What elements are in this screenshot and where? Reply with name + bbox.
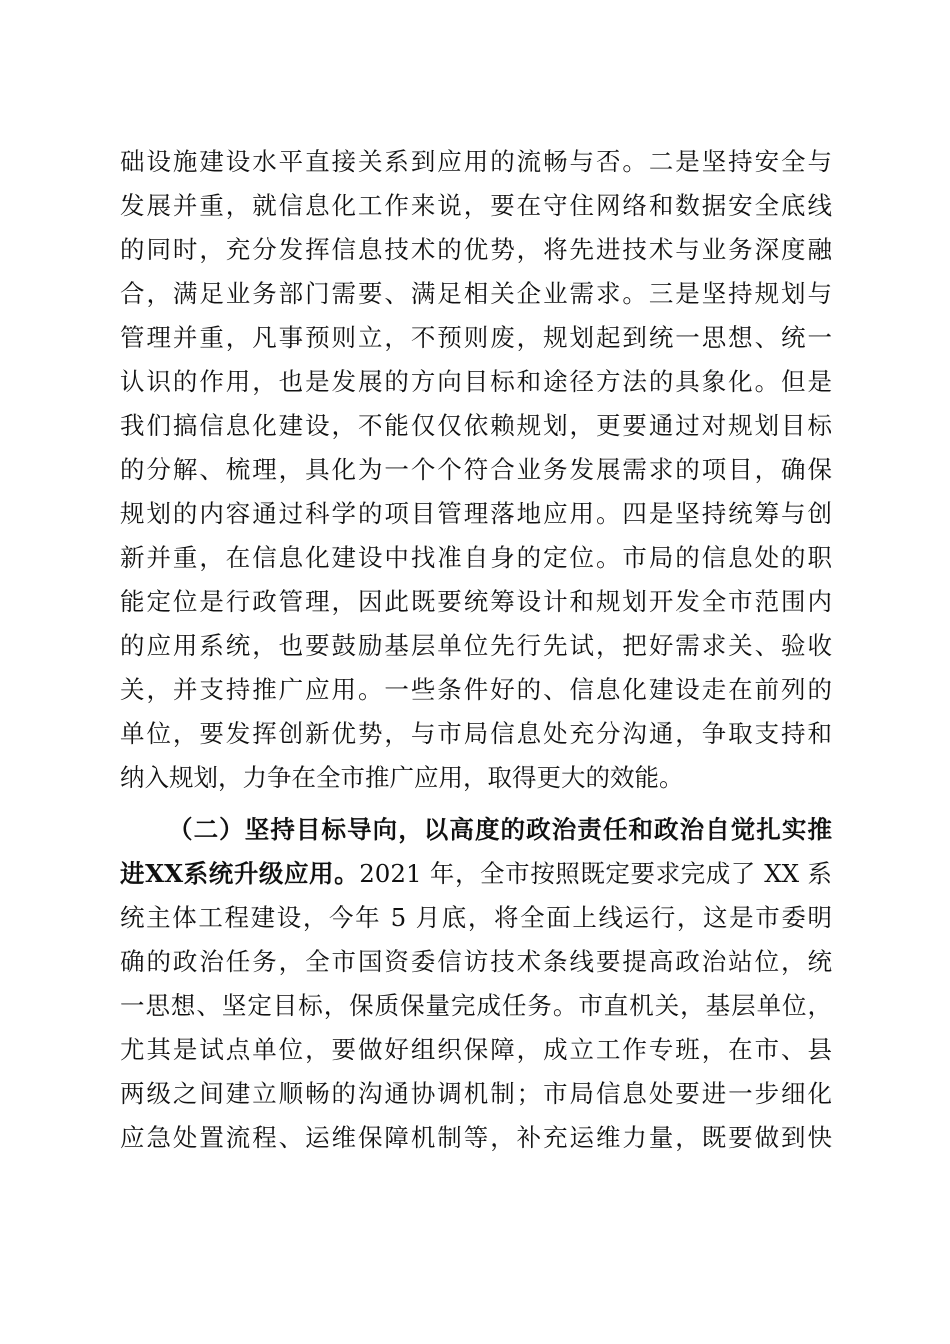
paragraph-2-line: 确的政治任务，全市国资委信访技术条线要提高政治站位，统 [120, 947, 832, 976]
paragraph-2-line: 两级之间建立顺畅的沟通协调机制；市局信息处要进一步细化 [120, 1079, 832, 1108]
paragraph-1-line: 管理并重，凡事预则立，不预则废，规划起到统一思想、统一 [120, 323, 832, 352]
paragraph-1-line: 纳入规划，力争在全市推广应用，取得更大的效能。 [120, 763, 684, 792]
section-heading-line-2 [120, 852, 832, 896]
paragraph-2-line: 统主体工程建设，今年 5 月底，将全面上线运行，这是市委明 [120, 903, 832, 932]
paragraph-1-line: 关，并支持推广应用。一些条件好的、信息化建设走在前列的 [120, 675, 832, 704]
paragraph-1-line: 合，满足业务部门需要、满足相关企业需求。三是坚持规划与 [120, 279, 832, 308]
paragraph-1-line: 的同时，充分发挥信息技术的优势，将先进技术与业务深度融 [120, 235, 832, 264]
paragraph-1-line: 规划的内容通过科学的项目管理落地应用。四是坚持统筹与创 [120, 499, 832, 528]
section-heading-tail: 进XX系统升级应用。 [120, 859, 360, 888]
paragraph-2-line: 应急处置流程、运维保障机制等，补充运维力量，既要做到快 [120, 1123, 832, 1152]
paragraph-1-line: 能定位是行政管理，因此既要统筹设计和规划开发全市范围内 [120, 587, 832, 616]
paragraph-1-line: 础设施建设水平直接关系到应用的流畅与否。二是坚持安全与 [120, 147, 832, 176]
paragraph-1-line: 发展并重，就信息化工作来说，要在守住网络和数据安全底线 [120, 191, 832, 220]
paragraph-1-line: 我们搞信息化建设，不能仅仅依赖规划，更要通过对规划目标 [120, 411, 832, 440]
section-heading-line-1: （二）坚持目标导向，以高度的政治责任和政治自觉扎实推 [168, 815, 832, 844]
paragraph-2-text: 2021 年，全市按照既定要求完成了 XX 系 [359, 859, 832, 888]
paragraph-1-line: 的应用系统，也要鼓励基层单位先行先试，把好需求关、验收 [120, 631, 832, 660]
paragraph-2-line: 尤其是试点单位，要做好组织保障，成立工作专班，在市、县 [120, 1035, 832, 1064]
paragraph-1-line: 认识的作用，也是发展的方向目标和途径方法的具象化。但是 [120, 367, 832, 396]
paragraph-1-line: 单位，要发挥创新优势，与市局信息处充分沟通，争取支持和 [120, 719, 832, 748]
paragraph-1-line: 的分解、梳理，具化为一个个符合业务发展需求的项目，确保 [120, 455, 832, 484]
paragraph-2-line: 一思想、坚定目标，保质保量完成任务。市直机关，基层单位， [120, 991, 832, 1020]
paragraph-1-line: 新并重，在信息化建设中找准自身的定位。市局的信息处的职 [120, 543, 832, 572]
